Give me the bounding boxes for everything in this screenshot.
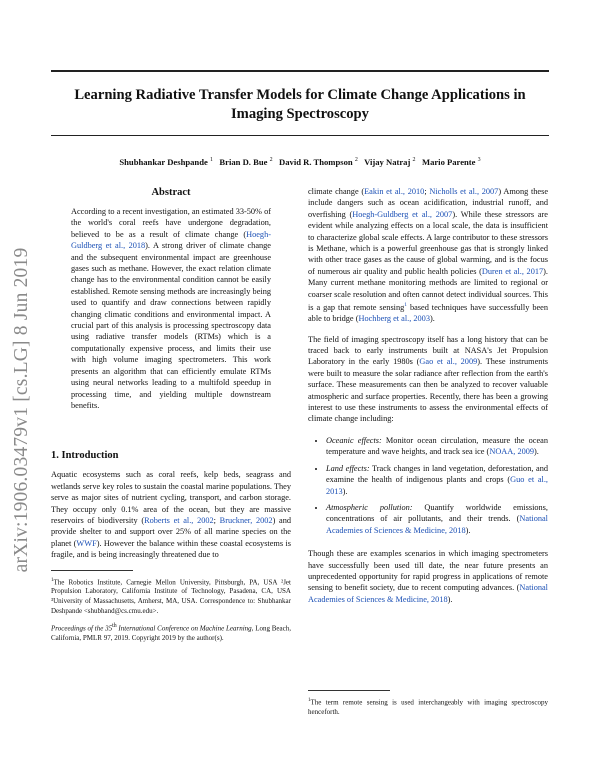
citation-link[interactable]: Gao et al., 2009 bbox=[419, 357, 478, 367]
abstract-text: According to a recent investigation, an estimated 33-50% of the world's coral reefs have undergone degradation, believed to be as a result of climate change (Hoegh-Guldberg et al., 2018). A strong driver of climate change and the subsequent environmental impact are greenhouse gases such as methane. However, the exact relation climate change has to the environmental condition cannot be easily established. Remote sensing methods are increasingly being used to quantify and draw connections between rapidly changing climatic conditions and environmental impact. A crucial part of this analysis is processing spectroscopy data using radiative transfer models (RTMs) which is a computationally expensive process, and limits their use with high volume imaging spectrometers. This work presents an algorithm that can efficiently emulate RTMs using neural networks leading to a multifold speedup in processing time, and yielding multiple downstream benefits. bbox=[71, 207, 271, 410]
author: David R. Thompson bbox=[279, 156, 353, 167]
affiliation-mark: 3 bbox=[477, 157, 481, 163]
arxiv-stamp bbox=[4, 210, 40, 610]
citation-link[interactable]: Hochberg et al., 2003 bbox=[358, 314, 430, 324]
effects-list bbox=[308, 435, 548, 536]
affiliation-mark: 1 bbox=[209, 157, 213, 163]
list-item: • Atmospheric pollution: Quantify worldwide emissions, concentrations of air pollutants, and their trends. (National Academies of Sciences & Medicine, 2018). bbox=[326, 502, 548, 536]
affiliations-footnote: $^1$The Robotics Institute, Carnegie Mellon University, Pittsburgh, PA, USA ²Jet Propulsion Laboratory, California Institute of Technology, Pasadena, CA, USA ³University of Massachusetts, Amherst, MA, USA. Correspondence to: Shubhankar Deshpande <shubhand@cs.cmu.edu>. bbox=[51, 577, 291, 615]
left-column bbox=[51, 186, 291, 644]
citation-link[interactable]: Eakin et al., 2010 bbox=[364, 187, 425, 196]
body-paragraph: climate change (Eakin et al., 2010; Nicholls et al., 2007) Among these include dangers such as ocean acidification, industrial runoff, and overfishing (Hoegh-Guldberg et al., 2007). While these stressors are evident while analyzing effects on a local scale, the data is insufficient to characterize global scale effects. A large contributor to these stressors is Methane, which is a powerful greenhouse gas that is strongly linked with other trace gases as the cause of global warming, and is the focus of numerous air quality and public health policies (Duren et al., 2017). Many current methane monitoring methods are limited to regional or coarser scale resolution and often cannot detect individual sources. This is a gap that remote sensing$^1$ based techniques have successfully been able to bridge (Hochberg et al., 2003). bbox=[308, 187, 549, 324]
citation-link[interactable]: National Academies of Sciences & Medicine, 2018 bbox=[308, 583, 548, 604]
affiliation-mark: 2 bbox=[354, 157, 358, 163]
title-top-rule bbox=[51, 70, 549, 72]
list-item: • Oceanic effects: Monitor ocean circulation, measure the ocean temperature and wave heights, and track sea ice (NOAA, 2009). bbox=[326, 435, 548, 458]
citation-link[interactable]: Duren et al., 2017 bbox=[481, 266, 544, 276]
footnote-rule bbox=[51, 570, 133, 571]
citation-link[interactable]: Bruckner, 2002 bbox=[219, 515, 273, 525]
right-footnote-block bbox=[308, 681, 548, 718]
list-item: • Land effects: Track changes in land vegetation, deforestation, and examine the health of indigenous plants and crops (Guo et al., 2013). bbox=[326, 463, 548, 497]
arxiv-id: arXiv:1906.03479v1 [cs.LG] 8 Jun 2019 bbox=[11, 247, 32, 573]
author-list bbox=[51, 155, 549, 168]
citation-link[interactable]: Nicholls et al., 2007 bbox=[429, 187, 499, 196]
proceedings-note: Proceedings of the 35th International Conference on Machine Learning, Long Beach, California, PMLR 97, 2019. Copyright 2019 by the author(s). bbox=[51, 623, 292, 643]
abstract-heading: Abstract bbox=[151, 187, 191, 198]
citation-link[interactable]: NOAA, 2009 bbox=[489, 447, 535, 457]
citation-link[interactable]: WWF bbox=[76, 538, 97, 548]
paper-title: Learning Radiative Transfer Models for Climate Change Applications in Imaging Spectroscopy bbox=[74, 87, 526, 122]
section-heading-introduction: 1. Introduction bbox=[51, 450, 119, 462]
author: Vijay Natraj bbox=[364, 156, 411, 167]
author: Mario Parente bbox=[421, 156, 476, 167]
right-column bbox=[308, 186, 548, 612]
author: Shubhankar Deshpande bbox=[119, 156, 208, 167]
author: Brian D. Bue bbox=[219, 156, 268, 167]
remote-sensing-footnote: $^1$The term remote sensing is used interchangeably with imaging spectroscopy henceforth. bbox=[308, 698, 548, 716]
body-paragraph: Though these are examples scenarios in which imaging spectrometers have successfully been used till date, the near future presents an unprecedented opportunity for rapid progress in applications of remote sensing to benefit society, due to recent computing advances. (National Academies of Sciences & Medicine, 2018). bbox=[308, 549, 548, 604]
intro-paragraph: Aquatic ecosystems such as coral reefs, kelp beds, seagrass and wetlands serve key roles to sustain the coastal marine populations. They serve as major sites of nutrient cycling, transport, and carbon storage. They occupy only 0.1% area of the ocean, but they are massive reservoirs of biodiversity (Roberts et al., 2002; Bruckner, 2002) and provide shelter to and support over 25% of all marine species on the planet (WWF). However the balance within these coastal ecosystems is fragile, and is being increasingly threatened due to bbox=[51, 470, 291, 560]
title-bottom-rule bbox=[51, 135, 549, 136]
citation-link[interactable]: Hoegh-Guldberg et al., 2018 bbox=[71, 229, 271, 251]
body-paragraph: The field of imaging spectroscopy itself has a long history that can be traced back to early instruments built at NASA's Jet Propulsion Laboratory in the early 1980s (Gao et al., 2009). These instruments were built to measure the solar radiance after reflection from the earth's surface. These measurements can then be analyzed to recover valuable atmospheric and surface properties. Recently, there has been a growing interest to use these instruments to assess the environmental effects of climate change including: bbox=[308, 334, 548, 424]
footnote-mark[interactable]: 1 bbox=[404, 302, 408, 309]
citation-link[interactable]: Guo et al., 2013 bbox=[326, 475, 548, 496]
footnote-rule bbox=[308, 690, 390, 691]
citation-link[interactable]: Hoegh-Guldberg et al., 2007 bbox=[352, 209, 453, 219]
citation-link[interactable]: National Academies of Sciences & Medicine, 2018 bbox=[326, 514, 548, 535]
citation-link[interactable]: Roberts et al., 2002 bbox=[144, 515, 214, 525]
affiliation-mark: 2 bbox=[412, 157, 416, 163]
affiliation-mark: 2 bbox=[269, 157, 273, 163]
